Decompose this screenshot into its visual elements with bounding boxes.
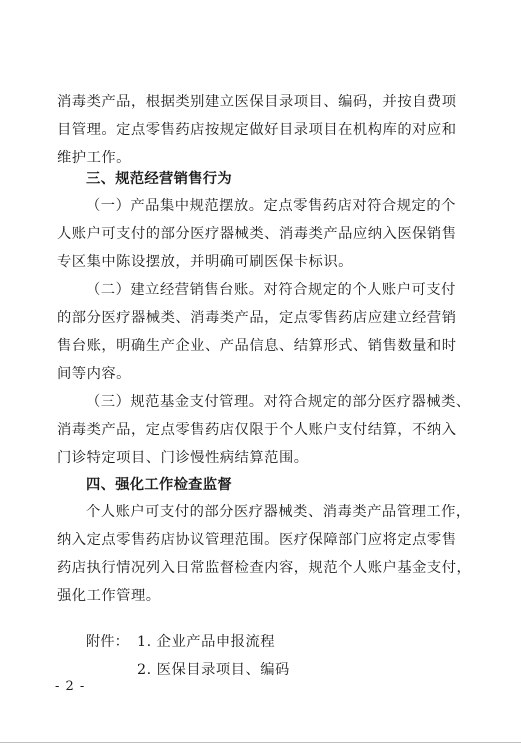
paragraph-line: 专区集中陈设摆放，并明确可刷医保卡标识。 <box>57 254 353 270</box>
page-number: - 2 - <box>55 679 86 694</box>
paragraph-line: 间等内容。 <box>57 366 131 382</box>
body-line: 消毒类产品，根据类别建立医保目录项目、编码，并按自费项 <box>57 94 457 110</box>
paragraph-line: 药店执行情况列入日常监督检查内容，规范个人账户基金支付， <box>57 560 472 576</box>
paragraph-line: 强化工作管理。 <box>57 588 161 604</box>
paragraph-line: 个人账户可支付的部分医疗器械类、消毒类产品管理工作， <box>86 504 471 520</box>
attachments-label: 附件： <box>86 634 129 650</box>
body-line: 维护工作。 <box>57 150 131 166</box>
paragraph-line: （一）产品集中规范摆放。定点零售药店对符合规定的个 <box>86 198 456 214</box>
paragraph-line: 人账户可支付的部分医疗器械类、消毒类产品应纳入医保销售 <box>57 226 457 242</box>
paragraph-line: 的部分医疗器械类、消毒类产品，定点零售药店应建立经营销 <box>57 310 457 326</box>
paragraph-line: 售台账，明确生产企业、产品信息、结算形式、销售数量和时 <box>57 338 457 354</box>
paragraph-line: 门诊特定项目、门诊慢性病结算范围。 <box>57 450 309 466</box>
paragraph-line: 纳入定点零售药店协议管理范围。医疗保障部门应将定点零售 <box>57 532 457 548</box>
body-line: 目管理。定点零售药店按规定做好目录项目在机构库的对应和 <box>57 122 457 138</box>
paragraph-line: （二）建立经营销售台账。对符合规定的个人账户可支付 <box>86 282 456 298</box>
attachment-item: 1. 企业产品申报流程 <box>137 634 276 650</box>
attachment-item: 2. 医保目录项目、编码 <box>137 662 290 678</box>
section-heading-4: 四、强化工作检查监督 <box>86 477 232 493</box>
bottom-divider <box>0 742 521 743</box>
section-heading-3: 三、规范经营销售行为 <box>86 171 232 187</box>
paragraph-line: （三）规范基金支付管理。对符合规定的部分医疗器械类、 <box>86 394 471 410</box>
paragraph-line: 消毒类产品，定点零售药店仅限于个人账户支付结算，不纳入 <box>57 422 457 438</box>
